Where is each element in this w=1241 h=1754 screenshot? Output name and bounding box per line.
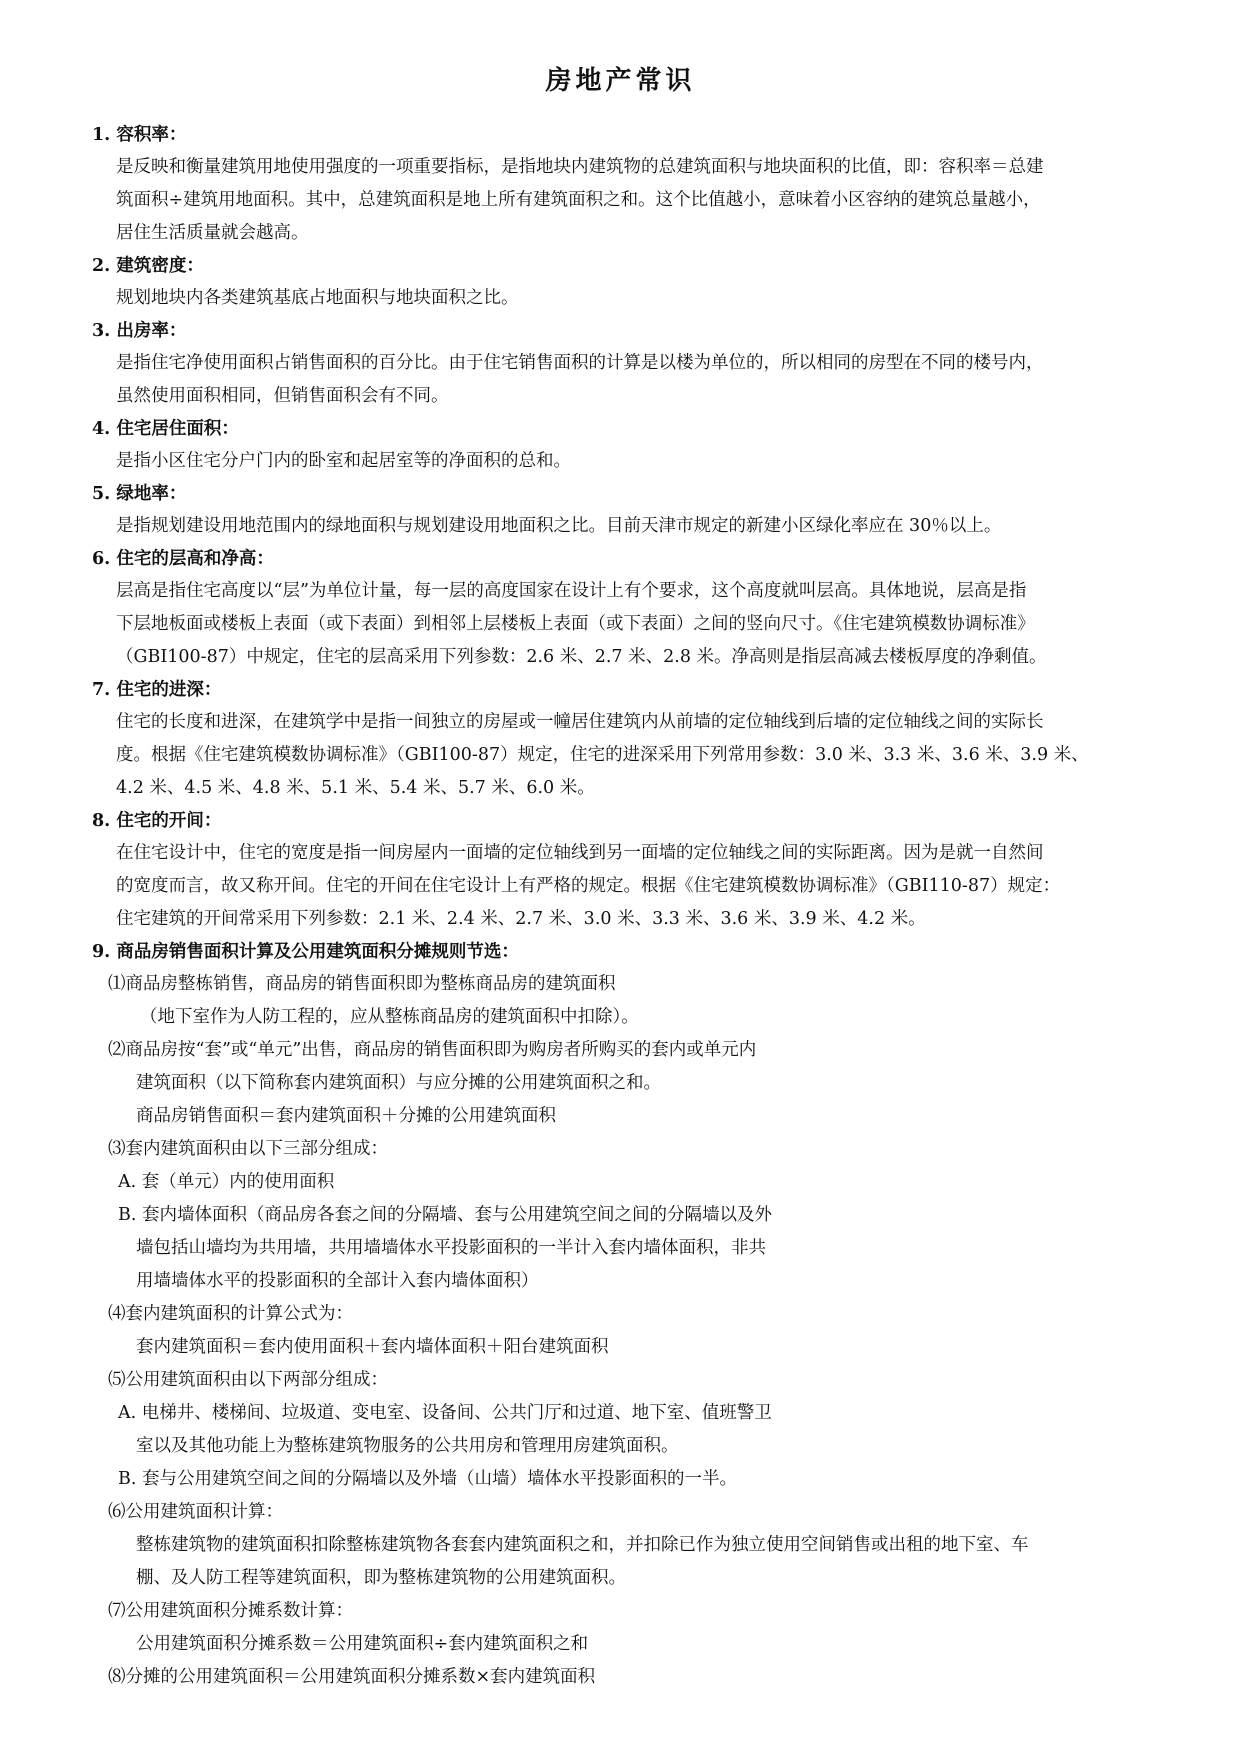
rule-item-7: ⑺公用建筑面积分摊系数计算： (108, 1601, 353, 1621)
rule-item-1: ⑴商品房整栋销售，商品房的销售面积即为整栋商品房的建筑面积 (108, 974, 616, 994)
section-heading: 2. 建筑密度： (92, 256, 204, 276)
rule-item-5-a-cont: 室以及其他功能上为整栋建筑物服务的公共用房和管理用房建筑面积。 (136, 1436, 679, 1456)
rule-item-1-note: （地下室作为人防工程的，应从整栋商品房的建筑面积中扣除）。 (140, 1007, 639, 1027)
section-green-ratio (92, 478, 1132, 543)
paragraph-line: 住宅建筑的开间常采用下列参数：2.1 米、2.4 米、2.7 米、3.0 米、3.3 米、3.6 米、3.9 米、4.2 米。 (116, 909, 926, 929)
rule-item-8: ⑻分摊的公用建筑面积＝公用建筑面积分摊系数×套内建筑面积 (108, 1667, 596, 1687)
rule-item-3-b-cont: 用墙墙体水平的投影面积的全部计入套内墙体面积） (136, 1271, 539, 1291)
section-heading: 9. 商品房销售面积计算及公用建筑面积分摊规则节选： (92, 942, 519, 962)
rule-item-2-formula: 商品房销售面积＝套内建筑面积＋分摊的公用建筑面积 (136, 1106, 556, 1126)
rule-item-2-cont: 建筑面积（以下简称套内建筑面积）与应分摊的公用建筑面积之和。 (136, 1073, 661, 1093)
rule-item-2: ⑵商品房按“套”或“单元”出售，商品房的销售面积即为购房者所购买的套内或单元内 (108, 1040, 757, 1060)
paragraph-line: 4.2 米、4.5 米、4.8 米、5.1 米、5.4 米、5.7 米、6.0 米。 (116, 778, 595, 798)
section-heading: 4. 住宅居住面积： (92, 419, 239, 439)
rule-item-5-a: A. 电梯井、楼梯间、垃圾道、变电室、设备间、公共门厅和过道、地下室、值班警卫 (118, 1403, 772, 1423)
section-plot-ratio (92, 119, 1132, 250)
section-sales-area-rules (92, 936, 1132, 1694)
paragraph-line: 住宅的长度和进深，在建筑学中是指一间独立的房屋或一幢居住建筑内从前墙的定位轴线到后墙的定位轴线之间的实际长 (116, 712, 1044, 732)
rule-item-6: ⑹公用建筑面积计算： (108, 1502, 283, 1522)
section-heading: 1. 容积率： (92, 125, 187, 145)
document-body (92, 119, 1132, 1694)
rule-item-5-b: B. 套与公用建筑空间之间的分隔墙以及外墙（山墙）墙体水平投影面积的一半。 (118, 1469, 737, 1489)
paragraph-line: 居住生活质量就会越高。 (116, 223, 309, 243)
section-living-area (92, 413, 1132, 478)
section-depth (92, 674, 1132, 805)
rule-item-6-text: 整栋建筑物的建筑面积扣除整栋建筑物各套套内建筑面积之和，并扣除已作为独立使用空间销售或出租的地下室、车 (136, 1535, 1029, 1555)
paragraph-line: 是反映和衡量建筑用地使用强度的一项重要指标，是指地块内建筑物的总建筑面积与地块面积的比值，即：容积率＝总建 (116, 157, 1044, 177)
paragraph-line: 层高是指住宅高度以“层”为单位计量，每一层的高度国家在设计上有个要求，这个高度就叫层高。具体地说，层高是指 (116, 581, 1027, 601)
paragraph-line: 筑面积÷建筑用地面积。其中，总建筑面积是地上所有建筑面积之和。这个比值越小，意味着小区容纳的建筑总量越小， (116, 190, 1041, 210)
rule-item-3: ⑶套内建筑面积由以下三部分组成： (108, 1139, 388, 1159)
section-bay-width (92, 805, 1132, 936)
paragraph-line: 度。根据《住宅建筑模数协调标准》（GBI100-87）规定，住宅的进深采用下列常用参数：3.0 米、3.3 米、3.6 米、3.9 米、 (116, 745, 1089, 765)
rule-item-4-formula: 套内建筑面积＝套内使用面积＋套内墙体面积＋阳台建筑面积 (136, 1337, 609, 1357)
section-building-density (92, 250, 1132, 315)
section-heading: 8. 住宅的开间： (92, 811, 222, 831)
rule-item-3-b: B. 套内墙体面积（商品房各套之间的分隔墙、套与公用建筑空间之间的分隔墙以及外 (118, 1205, 772, 1225)
rule-item-5: ⑸公用建筑面积由以下两部分组成： (108, 1370, 388, 1390)
section-heading: 5. 绿地率： (92, 484, 187, 504)
paragraph-line: 是指规划建设用地范围内的绿地面积与规划建设用地面积之比。目前天津市规定的新建小区绿化率应在 30％以上。 (116, 516, 1002, 536)
rule-item-3-a: A. 套（单元）内的使用面积 (118, 1172, 335, 1192)
paragraph-line: 虽然使用面积相同，但销售面积会有不同。 (116, 386, 449, 406)
rule-item-6-text: 棚、及人防工程等建筑面积，即为整栋建筑物的公用建筑面积。 (136, 1568, 626, 1588)
rule-item-4: ⑷套内建筑面积的计算公式为： (108, 1304, 353, 1324)
section-floor-height (92, 543, 1132, 674)
paragraph-line: 在住宅设计中，住宅的宽度是指一间房屋内一面墙的定位轴线到另一面墙的定位轴线之间的实际距离。因为是就一自然间 (116, 843, 1044, 863)
paragraph-line: 是指住宅净使用面积占销售面积的百分比。由于住宅销售面积的计算是以楼为单位的，所以相同的房型在不同的楼号内， (116, 353, 1044, 373)
section-heading: 7. 住宅的进深： (92, 680, 222, 700)
rule-item-3-b-cont: 墙包括山墙均为共用墙，共用墙墙体水平投影面积的一半计入套内墙体面积，非共 (136, 1238, 766, 1258)
paragraph-line: 规划地块内各类建筑基底占地面积与地块面积之比。 (116, 288, 519, 308)
page-title: 房地产常识 (545, 66, 696, 96)
paragraph-line: 的宽度而言，故又称开间。住宅的开间在住宅设计上有严格的规定。根据《住宅建筑模数协调标准》（GBI110-87）规定： (116, 876, 1061, 896)
section-usable-ratio (92, 315, 1132, 413)
paragraph-line: （GBI100-87）中规定，住宅的层高采用下列参数：2.6 米、2.7 米、2.8 米。净高则是指层高减去楼板厚度的净剩值。 (116, 647, 1047, 667)
paragraph-line: 是指小区住宅分户门内的卧室和起居室等的净面积的总和。 (116, 451, 571, 471)
section-heading: 6. 住宅的层高和净高： (92, 549, 274, 569)
paragraph-line: 下层地板面或楼板上表面（或下表面）到相邻上层楼板上表面（或下表面）之间的竖向尺寸。《住宅建筑模数协调标准》 (116, 614, 1035, 634)
rule-item-7-formula: 公用建筑面积分摊系数＝公用建筑面积÷套内建筑面积之和 (136, 1634, 589, 1654)
section-heading: 3. 出房率： (92, 321, 187, 341)
